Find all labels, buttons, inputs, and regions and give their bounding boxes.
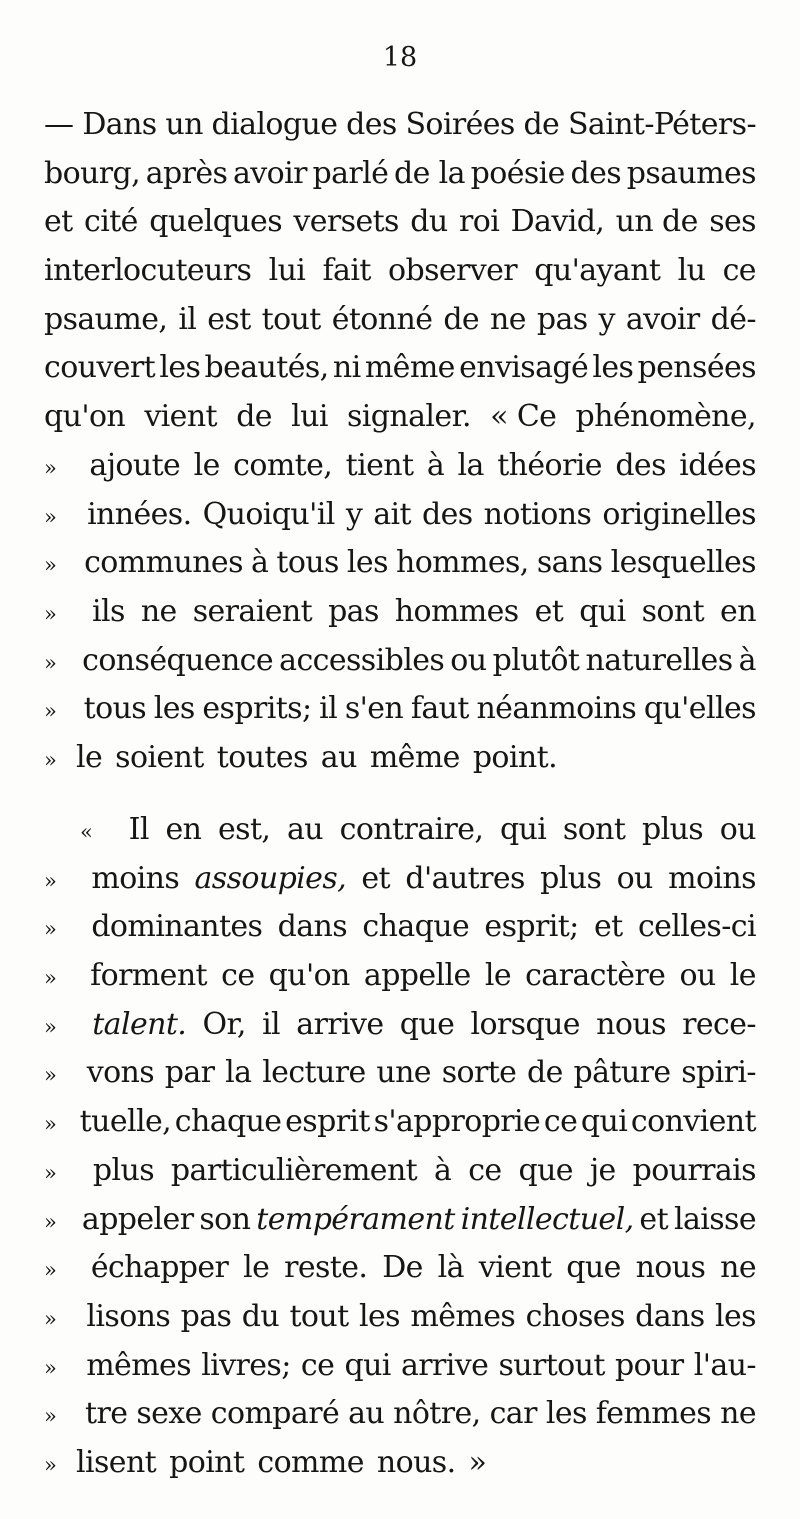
word: interlocuteurs [44,253,252,289]
word: ne [490,301,526,337]
word: surtout [498,1347,605,1383]
quote-mark: » [44,1014,57,1039]
word: comme [257,1444,364,1480]
word: tuelle, [79,1104,172,1140]
word: le [76,739,103,775]
paragraph-2 [44,806,756,1488]
quote-mark: » [44,1306,57,1331]
word: tempérament [256,1201,455,1237]
word: Quoiqu'il [202,496,335,532]
word: qu'elles [643,691,756,727]
word: les [159,350,201,386]
word: chaque [174,1104,282,1140]
word: conséquence [82,642,274,678]
word: David, [510,204,605,240]
quote-mark: » [44,1112,57,1137]
word: nous [635,1250,706,1286]
word: De [382,1250,423,1286]
word: nous. [376,1444,456,1480]
word: il [178,301,197,337]
word: plus [540,860,602,896]
word: les [346,545,388,581]
word: que [518,1152,573,1188]
word: roi [459,204,500,240]
text-line [44,952,756,1001]
quote-mark: » [44,1063,57,1088]
paragraph-1 [44,101,756,783]
quote-mark: » [44,1160,57,1185]
word: tous [83,691,147,727]
word: ce [722,253,756,289]
word: sorte [441,1055,517,1091]
word: même [364,350,455,386]
word: lisons [86,1298,171,1334]
word: du [241,1298,280,1334]
word: choses [525,1298,625,1334]
word: quelques [149,204,282,240]
word: le [193,447,220,483]
word: plus [92,1152,155,1188]
word: des [346,107,397,142]
word: mêmes [86,1347,191,1383]
word: observer [388,253,518,289]
word: femmes [595,1396,712,1432]
word: pour [614,1347,684,1383]
word: pas [536,301,588,337]
word: lui [291,399,328,435]
quote-mark: » [44,1404,57,1429]
word: ce [543,1104,578,1140]
text-line [44,393,756,442]
word: nôtre, [393,1396,481,1432]
quote-mark: » [44,553,57,578]
quote-mark: » [44,455,57,480]
text-line [44,1098,756,1147]
word: — Dans [44,107,157,142]
word: rece- [682,1006,756,1042]
word: vons [86,1055,155,1091]
word: les [545,1396,587,1432]
word: qu'ayant [534,253,661,289]
word: comte, [233,447,333,483]
word: lu [677,253,706,289]
word: lui [268,253,306,289]
word: je [589,1152,616,1188]
word: avoir [625,301,700,337]
word: « Ce [490,399,557,435]
word: ne [140,593,177,629]
word: la [457,447,484,483]
word: qu'on [268,958,350,994]
word: un [165,107,203,142]
text-line [44,734,756,783]
word: d'autres [405,860,525,896]
word: contraire, [339,812,484,847]
word: des [615,447,666,483]
word: esprit; [484,909,579,945]
word: et [594,909,623,945]
word: de [527,1055,563,1091]
word: des [570,155,622,191]
word: et [361,860,391,896]
word: hommes [394,593,519,629]
word: moins [91,860,180,896]
word: Soirées [405,107,515,142]
word: Il [128,812,149,847]
text-line [44,1293,756,1342]
text-line [44,1439,756,1488]
text-line [44,344,756,393]
quote-mark: » [44,747,57,772]
quote-mark: » [44,966,57,991]
word: soient [115,739,204,775]
page-number: 18 [382,42,418,73]
word: des [422,496,473,532]
text-line [44,198,756,247]
word: ou [450,642,487,678]
word: arrive [400,1347,489,1383]
word: dialogue [211,107,338,142]
word: l'au- [693,1347,756,1383]
word: bourg, [44,155,141,191]
word: de [236,399,272,435]
word: sans [536,545,603,581]
word: spiri- [681,1055,756,1091]
word: ils [92,593,125,629]
word: le [243,1250,270,1286]
word: pensées [637,350,756,386]
word: échapper [90,1250,229,1286]
word: cité [84,204,138,240]
word: hommes, [395,545,529,581]
word: particulièrement [170,1152,418,1188]
word: comparé [210,1396,340,1432]
word: ou [719,812,756,847]
word: les [359,1298,400,1334]
word: à [250,545,269,581]
word: et [639,1201,669,1237]
word: s'en [344,691,404,727]
word: innées. [87,496,192,532]
text-line [44,539,756,588]
word: au [286,812,323,847]
word: étonné [331,301,433,337]
word: après [145,155,228,191]
text-line [44,1049,756,1098]
word: phénomène, [575,399,756,435]
text-line [44,1342,756,1391]
word: dominantes [91,909,263,945]
word: ou [679,958,716,994]
word: la [225,1055,252,1091]
word: car [489,1396,537,1432]
word: qui [579,593,626,629]
word: en [165,812,202,847]
word: point [169,1444,245,1480]
word: couvert [44,350,156,386]
word: par [164,1055,215,1091]
word: convient [630,1104,756,1140]
word: de la [393,155,465,191]
word: reste. [284,1250,368,1286]
quote-mark: » [44,917,57,942]
word: son [199,1201,251,1237]
word: à [426,447,445,483]
word: est, [218,812,271,847]
word: théorie [497,447,602,483]
text-line [44,806,756,855]
word: lisent [76,1444,157,1480]
word: ajoute [89,447,181,483]
quote-mark: » [44,699,57,724]
word: du [410,204,448,240]
word: talent. [92,1006,187,1042]
word: sont [562,812,626,847]
word: toutes [216,739,308,775]
word: point. [472,739,558,775]
word: ait [373,496,411,532]
word: il [262,1006,281,1042]
word: ne [720,1396,756,1432]
word: notions [483,496,592,532]
text-line [44,903,756,952]
quote-mark: » [44,1355,57,1380]
quote-mark: » [44,601,57,626]
word: tre [85,1396,128,1432]
quote-mark: » [44,1209,57,1234]
word: faut [410,691,469,727]
word: » [468,1444,487,1480]
word: Or, [202,1006,246,1042]
word: ce [221,958,255,994]
text-line [44,1390,756,1439]
text-line [44,685,756,734]
word: et [534,593,564,629]
word: sont [641,593,705,629]
word: fait [322,253,371,289]
word: y [345,496,363,532]
word: esprits; [202,691,312,727]
word: pas [180,1298,232,1334]
word: psaume, [44,301,168,337]
word: dans [635,1298,705,1334]
word: ses [709,204,756,240]
word: y [598,301,615,337]
word: qui [499,812,547,847]
word: tout [289,1298,349,1334]
text-line [44,101,756,150]
text-line [44,296,756,345]
word: psaumes [626,155,756,191]
word: moins [668,860,756,896]
text-line [44,1244,756,1293]
word: vient [144,399,218,435]
word: livres; [201,1347,291,1383]
word: idées [679,447,756,483]
word: ce [468,1152,502,1188]
text-line [44,247,756,296]
word: en [720,593,756,629]
word: seraient [192,593,313,629]
text-line [44,637,756,686]
word: envisagé [459,350,589,386]
word: lorsque [470,1006,580,1042]
word: là [437,1250,464,1286]
word: lecture [262,1055,366,1091]
word: un de [615,204,698,240]
word: mêmes [410,1298,516,1334]
word: poésie [470,155,565,191]
word: signaler. [347,399,471,435]
word: même [369,739,460,775]
word: dé- [710,301,756,337]
word: tout [261,301,321,337]
word: celles-ci [637,909,756,945]
word: les [153,691,195,727]
text-line [44,491,756,540]
text-line [44,855,756,904]
word: s'approprie [373,1104,541,1140]
word: ni [332,350,361,386]
word: de [443,301,480,337]
text-line [44,588,756,637]
word: vient [478,1250,552,1286]
word: ou [616,860,653,896]
word: lesquelles [610,545,756,581]
word: les [715,1298,756,1334]
word: à [434,1152,452,1188]
word: intellectuel, [460,1201,634,1237]
word: Saint-Péters- [567,107,756,142]
word: que [399,1006,455,1042]
word: nous [596,1006,666,1042]
word: au [348,1396,385,1432]
word: le [484,958,511,994]
word: dans [277,909,348,945]
word: assoupies, [194,860,347,896]
word: forment [90,958,208,994]
word: pâture [573,1055,671,1091]
word: accessibles [279,642,445,678]
word: de [523,107,560,142]
word: plutôt [492,642,580,678]
word: sexe [136,1396,202,1432]
word: tous [276,545,339,581]
word: il [319,691,338,727]
word: tient [345,447,414,483]
word: chaque [362,909,470,945]
word: est [207,301,251,337]
word: caractère [525,958,666,994]
quote-mark: » [44,504,57,529]
word: pas [328,593,379,629]
quote-mark: » [44,1258,57,1283]
word: plus [641,812,704,847]
word: les [592,350,634,386]
word: pourrais [632,1152,756,1188]
quote-mark: » [44,650,57,675]
text-line [44,1001,756,1050]
word: ce [300,1347,335,1383]
word: appeler [81,1201,194,1237]
word: esprit [285,1104,370,1140]
quote-mark: » [44,868,57,893]
word: beautés, [204,350,329,386]
word: arrive [296,1006,384,1042]
quote-mark: « [80,820,93,844]
quote-mark: » [44,1452,57,1477]
word: originelles [602,496,756,532]
word: au [320,739,357,775]
word: à [738,642,756,678]
word: laisse [673,1201,756,1237]
word: avoir [233,155,307,191]
word: qu'on [44,399,126,435]
text-line [44,1147,756,1196]
word: naturelles [585,642,733,678]
word: communes [84,545,243,581]
word: une [376,1055,431,1091]
text-line [44,1196,756,1245]
word: néanmoins [476,691,637,727]
word: qui [344,1347,391,1383]
text-line [44,150,756,199]
word: parlé [312,155,389,191]
word: que [566,1250,621,1286]
text-line [44,442,756,491]
word: ne [720,1250,756,1286]
word: qui [580,1104,628,1140]
word: et [44,204,73,240]
word: le [729,958,756,994]
word: appelle [363,958,471,994]
word: versets [293,204,399,240]
